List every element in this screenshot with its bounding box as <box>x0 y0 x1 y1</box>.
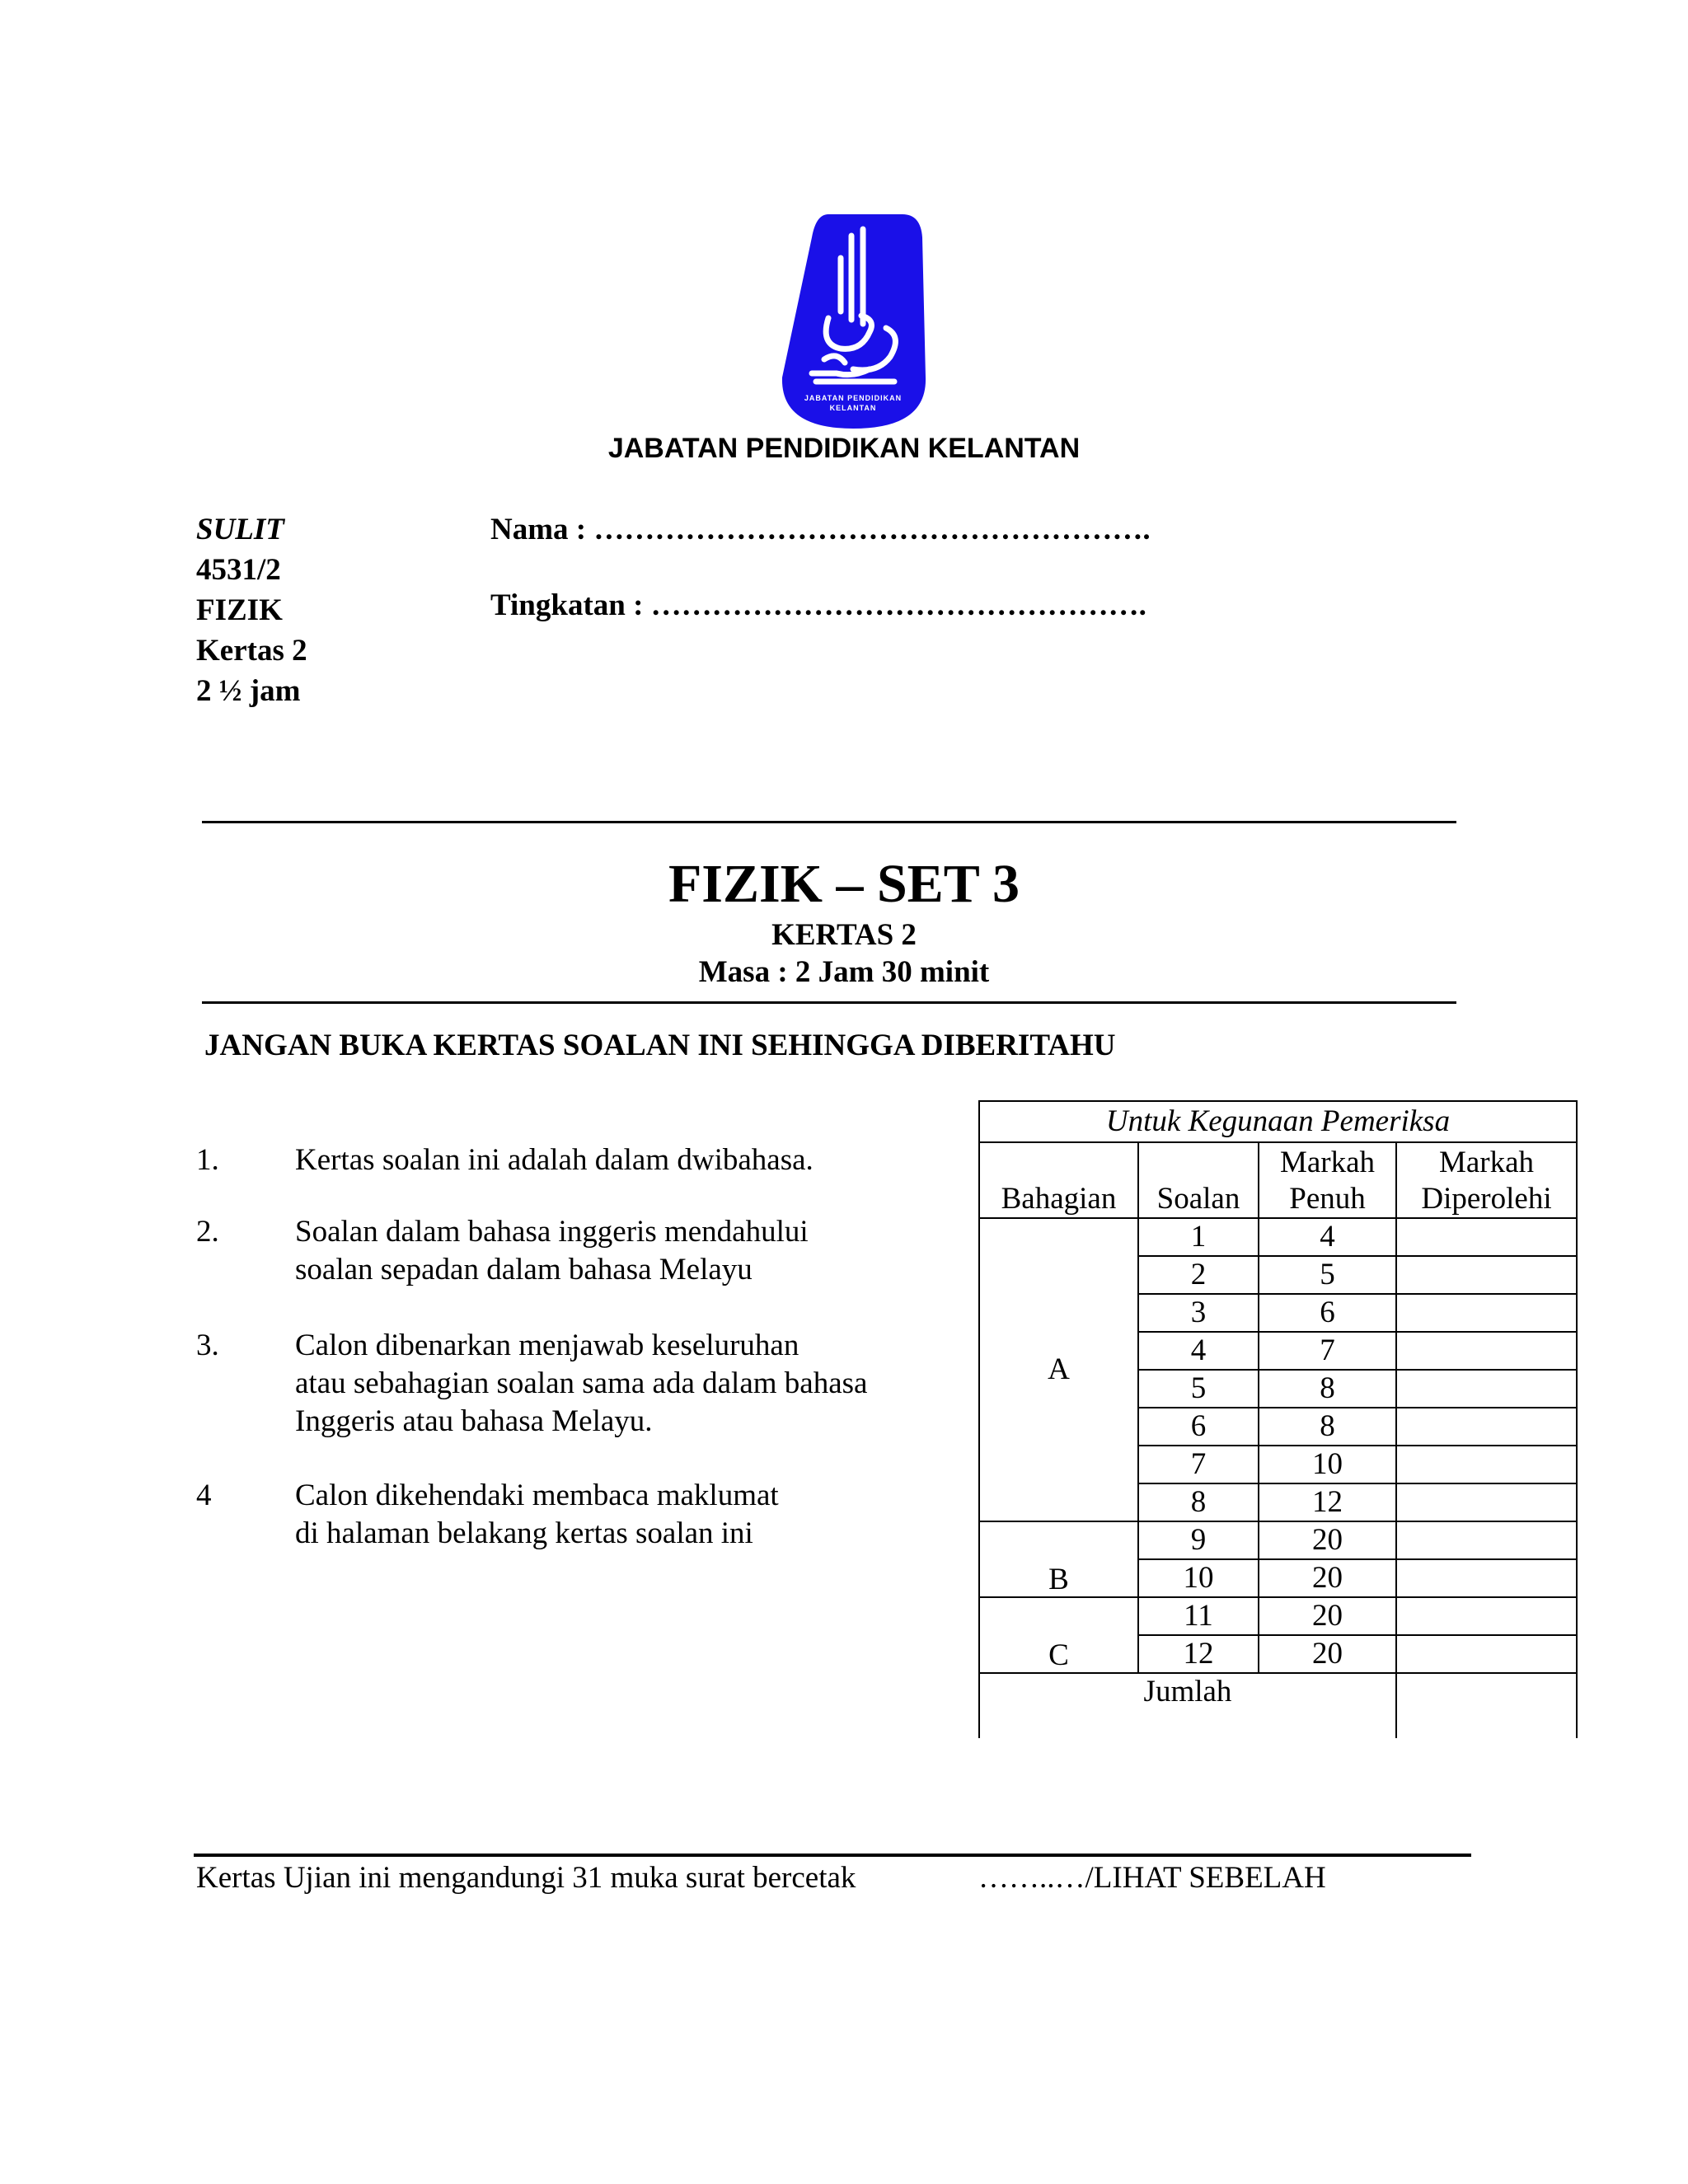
instruction-number: 3. <box>196 1329 219 1362</box>
instruction-line: Soalan dalam bahasa inggeris mendahului <box>295 1215 809 1249</box>
header-soalan: Soalan <box>1138 1142 1259 1218</box>
warning-text: JANGAN BUKA KERTAS SOALAN INI SEHINGGA DIBERITAHU <box>204 1029 1116 1062</box>
full-mark: 8 <box>1259 1370 1396 1408</box>
exam-title: FIZIK – SET 3 <box>668 854 1020 914</box>
instruction-line: Kertas soalan ini adalah dalam dwibahasa. <box>295 1143 814 1177</box>
mark-obtained <box>1396 1218 1577 1256</box>
subject: FIZIK <box>196 593 283 627</box>
question-number: 8 <box>1138 1483 1259 1521</box>
instruction-line: atau sebahagian soalan sama ada dalam bahasa <box>295 1366 868 1400</box>
question-number: 4 <box>1138 1332 1259 1370</box>
mark-obtained <box>1396 1408 1577 1446</box>
name-field: Nama : ………………………………………………. <box>490 513 1151 546</box>
header-markah-penuh: Markah Penuh <box>1259 1142 1396 1218</box>
total-mark <box>1396 1673 1577 1738</box>
instruction-line: Calon dibenarkan menjawab keseluruhan <box>295 1329 799 1362</box>
form-field: Tingkatan : …………………………………………. <box>490 588 1146 622</box>
question-number: 10 <box>1138 1559 1259 1597</box>
exam-time: Masa : 2 Jam 30 minit <box>698 955 990 989</box>
question-number: 11 <box>1138 1597 1259 1635</box>
classification: SULIT <box>196 513 284 546</box>
instruction-line: soalan sepadan dalam bahasa Melayu <box>295 1253 753 1286</box>
question-number: 9 <box>1138 1521 1259 1559</box>
section-a: A <box>979 1218 1138 1521</box>
full-mark: 4 <box>1259 1218 1396 1256</box>
examiner-table <box>978 1100 1578 1738</box>
mark-obtained <box>1396 1483 1577 1521</box>
full-mark: 6 <box>1259 1294 1396 1332</box>
exam-subtitle: KERTAS 2 <box>771 918 917 952</box>
mark-obtained <box>1396 1559 1577 1597</box>
paper-code: 4531/2 <box>196 553 281 587</box>
page-count-note: Kertas Ujian ini mengandungi 31 muka surat bercetak <box>196 1861 856 1895</box>
question-number: 5 <box>1138 1370 1259 1408</box>
instruction-line: Inggeris atau bahasa Melayu. <box>295 1404 653 1438</box>
paper-info <box>196 509 307 711</box>
divider-top <box>202 821 1456 823</box>
full-mark: 20 <box>1259 1521 1396 1559</box>
turn-over-note: ……..…/LIHAT SEBELAH <box>978 1861 1326 1895</box>
instruction-line: Calon dikehendaki membaca maklumat <box>295 1479 779 1512</box>
paper-number: Kertas 2 <box>196 634 307 668</box>
instruction-number: 4 <box>196 1479 212 1512</box>
full-mark: 20 <box>1259 1635 1396 1673</box>
mark-obtained <box>1396 1597 1577 1635</box>
mark-obtained <box>1396 1370 1577 1408</box>
full-mark: 7 <box>1259 1332 1396 1370</box>
section-b: B <box>979 1521 1138 1597</box>
header-markah-diperolehi: Markah Diperolehi <box>1396 1142 1577 1218</box>
table-caption: Untuk Kegunaan Pemeriksa <box>979 1101 1577 1142</box>
divider-bottom <box>202 1001 1456 1004</box>
instruction-line: di halaman belakang kertas soalan ini <box>295 1516 753 1550</box>
mark-obtained <box>1396 1256 1577 1294</box>
department-logo <box>779 213 927 431</box>
mark-obtained <box>1396 1635 1577 1673</box>
full-mark: 20 <box>1259 1559 1396 1597</box>
full-mark: 8 <box>1259 1408 1396 1446</box>
mark-obtained <box>1396 1446 1577 1483</box>
mark-obtained <box>1396 1521 1577 1559</box>
full-mark: 5 <box>1259 1256 1396 1294</box>
mark-obtained <box>1396 1332 1577 1370</box>
full-mark: 10 <box>1259 1446 1396 1483</box>
instruction-number: 1. <box>196 1143 219 1177</box>
duration: 2 ½ jam <box>196 674 301 708</box>
section-c: C <box>979 1597 1138 1673</box>
full-mark: 12 <box>1259 1483 1396 1521</box>
total-label: Jumlah <box>979 1673 1396 1738</box>
mark-obtained <box>1396 1294 1577 1332</box>
question-number: 3 <box>1138 1294 1259 1332</box>
question-number: 1 <box>1138 1218 1259 1256</box>
footer-divider <box>194 1854 1471 1857</box>
question-number: 6 <box>1138 1408 1259 1446</box>
full-mark: 20 <box>1259 1597 1396 1635</box>
logo-text-line1: JABATAN PENDIDIKAN <box>804 394 903 402</box>
question-number: 12 <box>1138 1635 1259 1673</box>
question-number: 2 <box>1138 1256 1259 1294</box>
header-bahagian: Bahagian <box>979 1142 1138 1218</box>
instruction-number: 2. <box>196 1215 219 1249</box>
question-number: 7 <box>1138 1446 1259 1483</box>
logo-text-line2: KELANTAN <box>829 404 877 412</box>
department-name: JABATAN PENDIDIKAN KELANTAN <box>607 433 1081 464</box>
